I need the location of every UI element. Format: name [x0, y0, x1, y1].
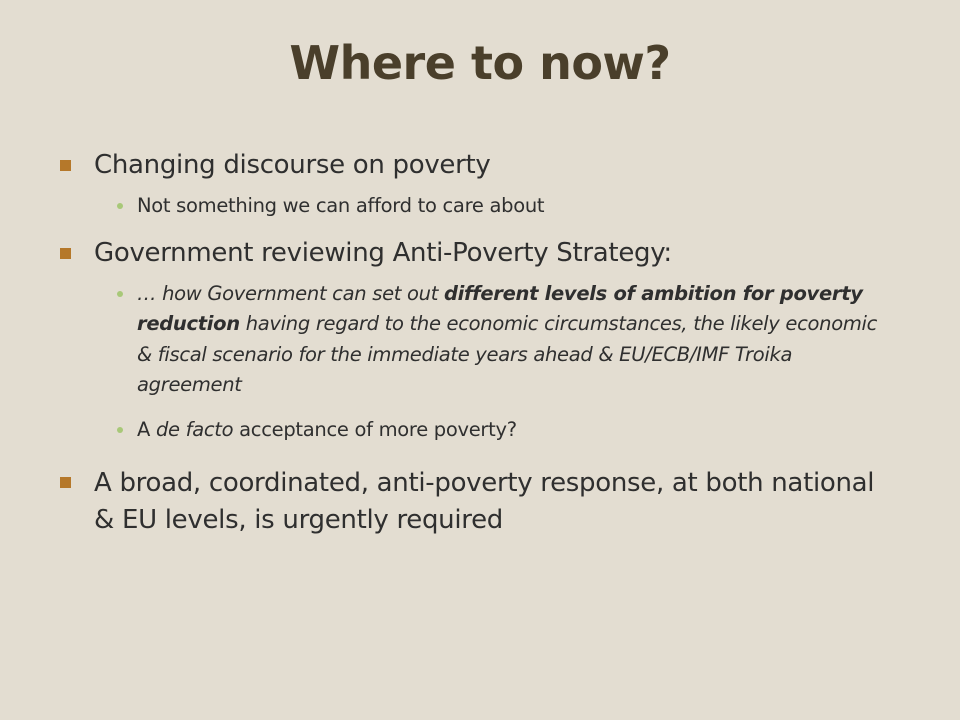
quote-text-emphasis: different levels of ambition for poverty reduction: [137, 281, 863, 335]
quote-text-part2: having regard to the economic circumstances, the likely economic & fiscal scenario for the immediate years ahead & EU/ECB/IMF Troika agreement: [137, 312, 878, 396]
dot-bullet-icon: [117, 291, 123, 297]
square-bullet-icon: [60, 160, 71, 171]
sub-text-part2: acceptance of more poverty?: [233, 417, 517, 441]
bullet-changing-discourse: [60, 148, 880, 183]
bullet-broad-response: [60, 465, 880, 539]
bullet-text: A broad, coordinated, anti-poverty response, at both national & EU levels, is urgently required: [94, 468, 875, 535]
sub-bullet-afford-to-care: [60, 191, 880, 222]
sub-bullet-text: Not something we can afford to care about: [137, 194, 545, 217]
square-bullet-icon: [60, 477, 71, 488]
sub-bullet-quote: [60, 279, 880, 401]
bullet-text: Government reviewing Anti-Poverty Strategy:: [94, 237, 672, 268]
slide-title: Where to now?: [289, 36, 671, 90]
dot-bullet-icon: [117, 427, 123, 433]
sub-bullet-de-facto: [60, 415, 880, 446]
slide-content: [60, 148, 880, 539]
bullet-text: Changing discourse on poverty: [94, 150, 491, 180]
dot-bullet-icon: [117, 203, 123, 209]
square-bullet-icon: [60, 248, 71, 259]
sub-text-part1: A: [137, 417, 156, 441]
sub-text-italic: de facto: [155, 417, 234, 441]
quote-text-part1: … how Government can set out: [137, 281, 444, 305]
bullet-government-reviewing: [60, 236, 880, 271]
